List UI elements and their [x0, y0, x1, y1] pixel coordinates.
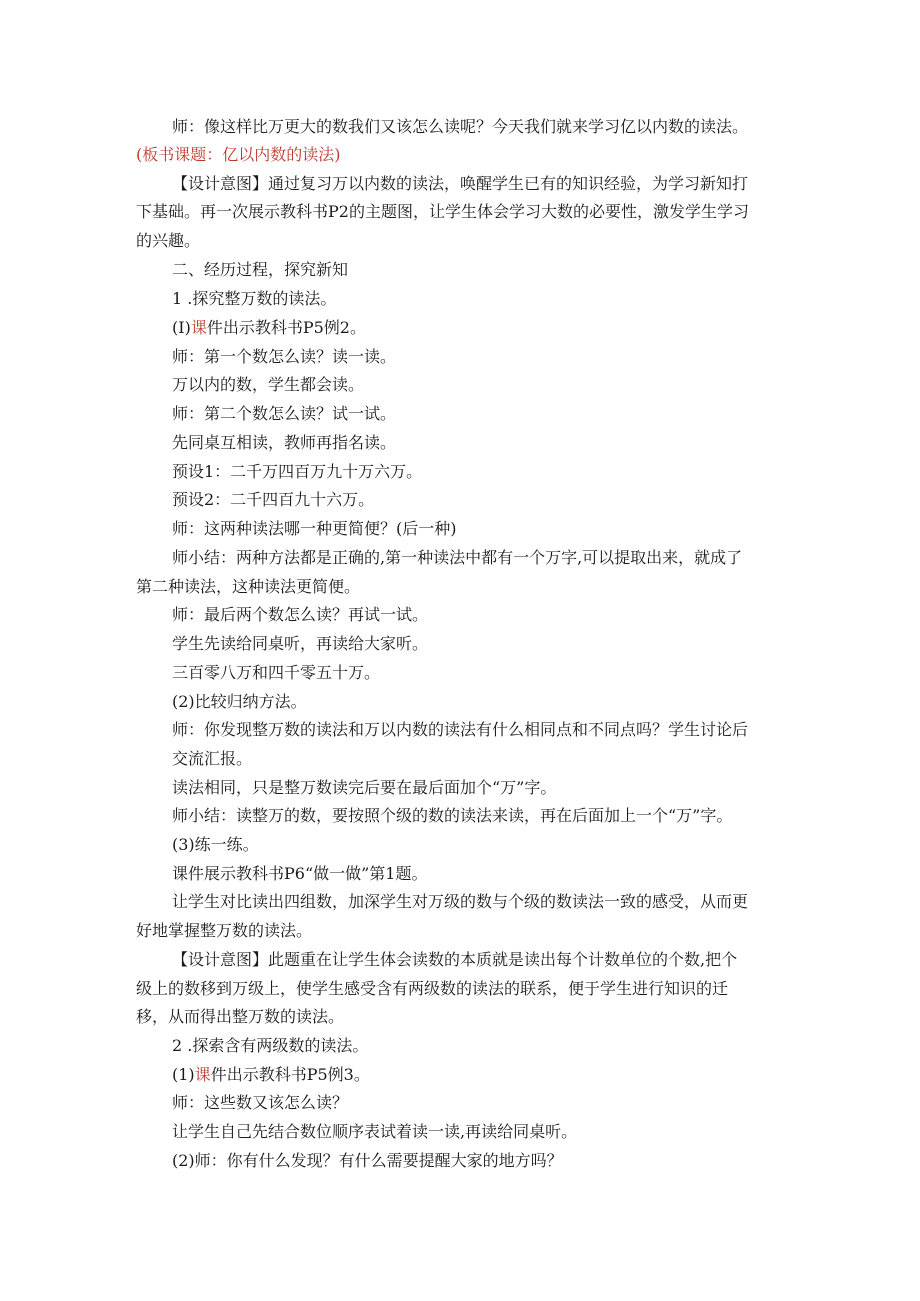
text-line: 第二种读法，这种读法更简便。 [136, 577, 361, 596]
text-line: 万以内的数，学生都会读。 [172, 375, 365, 394]
text-line: 学生先读给同桌听，再读给大家听。 [172, 634, 429, 653]
text-segment: 件出示教科书P5例3。 [210, 1065, 370, 1084]
text-segment-red: 课 [190, 318, 207, 337]
text-line: 让学生自己先结合数位顺序表试着读一读,再读给同桌听。 [172, 1122, 578, 1141]
text-line: 师：第二个数怎么读？试一试。 [172, 404, 397, 423]
text-segment: 件出示教科书P5例2。 [206, 318, 366, 337]
text-segment: (1) [172, 1065, 195, 1084]
text-line: 师小结：两种方法都是正确的,第一种读法中都有一个万字,可以提取出来，就成了 [172, 548, 743, 567]
text-line: 让学生对比读出四组数，加深学生对万级的数与个级的数读法一致的感受，从而更 [172, 892, 749, 911]
text-line: (2)比较归纳方法。 [172, 692, 307, 711]
section-heading: 二、经历过程，探究新知 [172, 260, 349, 279]
text-line: 师：像这样比万更大的数我们又该怎么读呢？今天我们就来学习亿以内数的读法。 [172, 117, 749, 136]
text-line [172, 1065, 370, 1085]
text-line: 交流汇报。 [172, 749, 253, 768]
text-line: 师：这两种读法哪一种更简便？(后一种) [172, 519, 457, 538]
text-line: 师：第一个数怎么读？读一读。 [172, 347, 397, 366]
text-line: (2)师：你有什么发现？有什么需要提醒大家的地方吗？ [172, 1151, 563, 1170]
text-line: 预设2：二千四百九十六万。 [172, 490, 375, 509]
design-intent-line: 【设计意图】通过复习万以内数的读法，唤醒学生已有的知识经验，为学习新知打 [172, 174, 749, 193]
text-line: 的兴趣。 [136, 231, 201, 250]
text-line: 先同桌互相读，教师再指名读。 [172, 433, 397, 452]
text-line: 下基础。再一次展示教科书P2的主题图，让学生体会学习大数的必要性，激发学生学习 [136, 202, 749, 221]
text-segment-red: 课 [194, 1065, 211, 1084]
text-line: 师小结：读整万的数，要按照个级的数的读法来读，再在后面加上一个“万”字。 [172, 806, 733, 825]
text-line: 级上的数移到万级上，使学生感受含有两级数的读法的联系，便于学生进行知识的迁 [136, 979, 729, 998]
text-segment: (I) [172, 318, 191, 337]
text-line: 师：你发现整万数的读法和万以内数的读法有什么相同点和不同点吗？学生讨论后 [172, 720, 749, 739]
text-line: 三百零八万和四千零五十万。 [172, 663, 381, 682]
text-line: 移，从而得出整万数的读法。 [136, 1007, 345, 1026]
text-line: 课件展示教科书P6“做一做”第1题。 [172, 864, 428, 883]
text-line: 师：最后两个数怎么读？再试一试。 [172, 605, 429, 624]
subsection-heading: 1 .探究整万数的读法。 [172, 289, 337, 308]
board-title-line: (板书课题：亿以内数的读法) [136, 145, 341, 164]
text-line: (3)练一练。 [172, 835, 259, 854]
text-line [172, 318, 366, 338]
text-line: 预设1：二千万四百万九十万六万。 [172, 462, 423, 481]
text-line: 读法相同，只是整万数读完后要在最后面加个“万”字。 [172, 778, 557, 797]
text-line: 好地掌握整万数的读法。 [136, 921, 313, 940]
subsection-heading: 2 .探索含有两级数的读法。 [172, 1036, 369, 1055]
design-intent-line: 【设计意图】此题重在让学生体会读数的本质就是读出每个计数单位的个数,把个 [172, 950, 738, 969]
text-line: 师：这些数又该怎么读？ [172, 1093, 349, 1112]
